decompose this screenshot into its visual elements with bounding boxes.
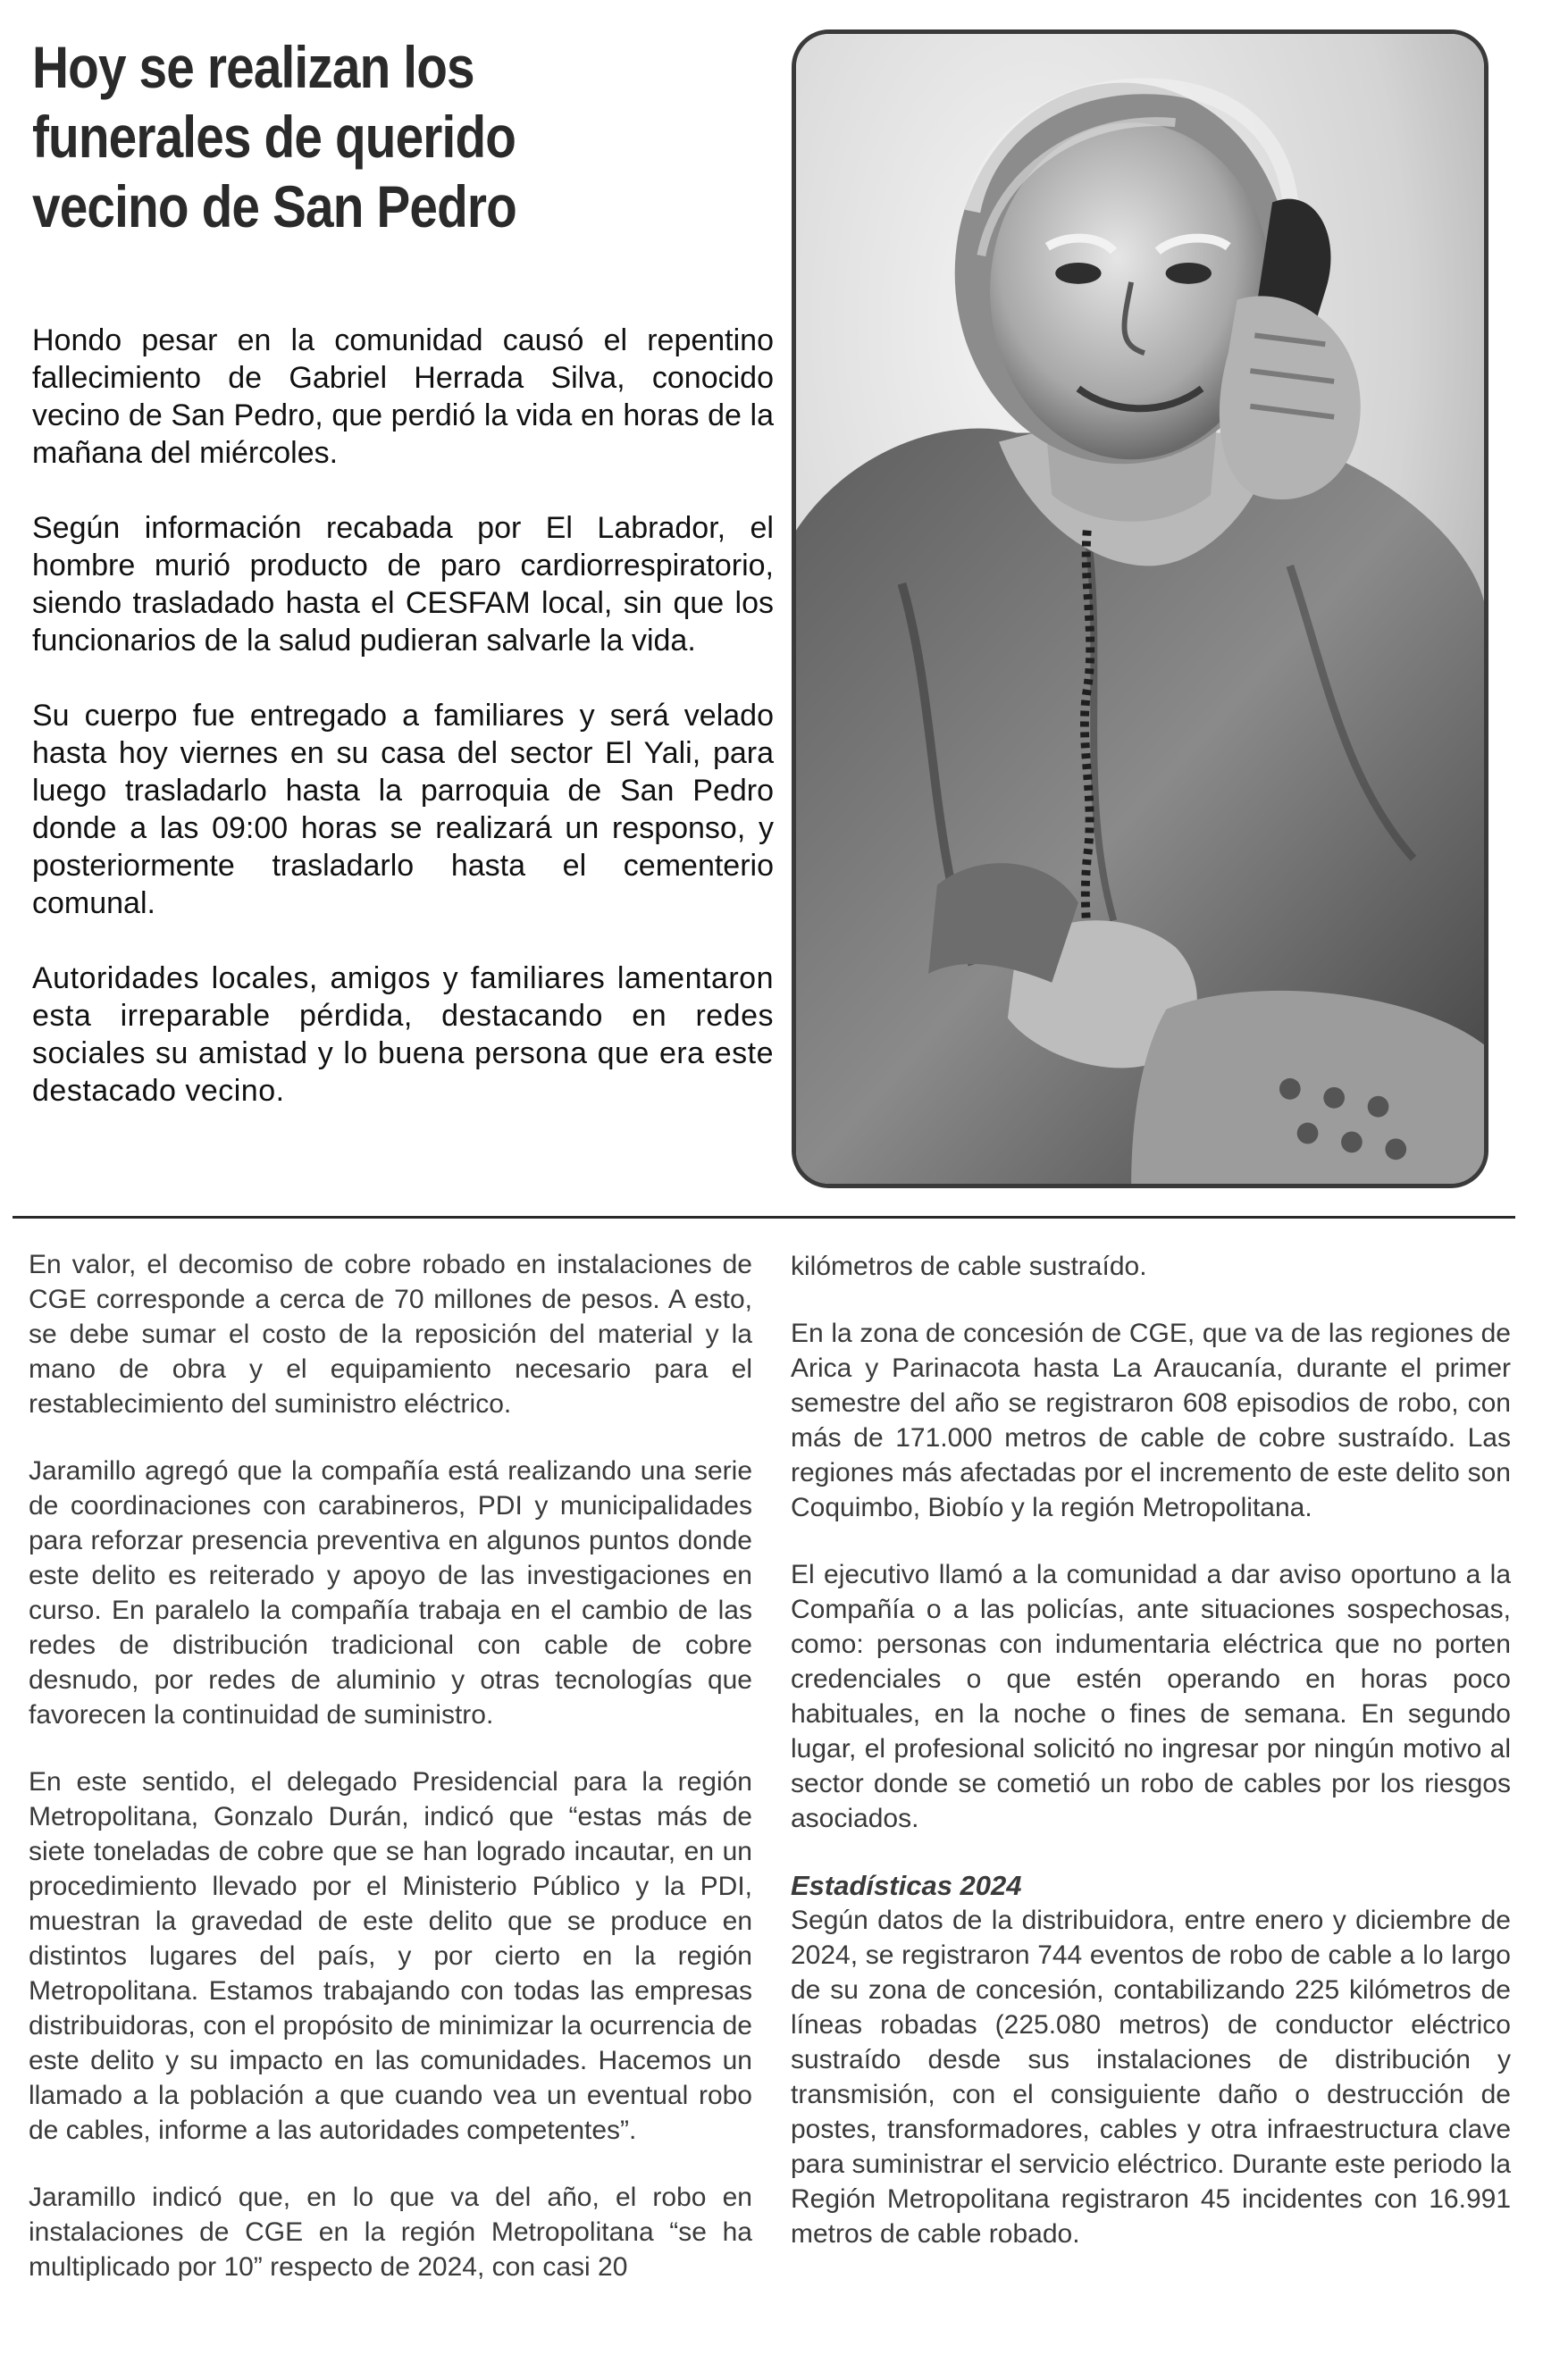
left-news-column	[29, 1247, 752, 2317]
left-paragraph-4: Jaramillo indicó que, en lo que va del año, el robo en instalaciones de CGE en la región Metropolitana “se ha multiplicado por 10” respecto de 2024, con casi 20	[29, 2183, 752, 2282]
obituary-paragraph-1: Hondo pesar en la comunidad causó el repentino fallecimiento de Gabriel Herrada Silva, conocido vecino de San Pedro, que perdió la vida en horas de la mañana del miércoles.	[32, 323, 774, 470]
portrait-illustration	[796, 34, 1484, 1184]
stats-paragraph: Según datos de la distribuidora, entre enero y diciembre de 2024, se registraron 744 eventos de robo de cable a lo largo de su zona de concesión, contabilizando 225 kilómetros de líneas robadas (225.080 metros) de conductor eléctrico sustraído desde sus instalaciones de distribución y transmisión, con el consiguiente daño o destrucción de postes, transformadores, cables y otra infraestructura clave para suministrar el servicio eléctrico. Durante este periodo la Región Metropolitana registraron 45 incidentes con 16.991 metros de cable robado.	[791, 1906, 1511, 2249]
right-paragraph-1: kilómetros de cable sustraído.	[791, 1252, 1147, 1281]
article-headline: Hoy se realizan los funerales de querido vecino de San Pedro	[32, 34, 516, 239]
stats-heading: Estadísticas 2024	[791, 1870, 1022, 1901]
section-divider	[13, 1216, 1515, 1219]
portrait-photo	[792, 29, 1488, 1188]
obituary-body	[32, 322, 774, 1147]
right-news-column	[791, 1249, 1511, 2284]
left-paragraph-2: Jaramillo agregó que la compañía está realizando una serie de coordinaciones con carabineros, PDI y municipalidades para reforzar presencia preventiva en algunos puntos donde este delito es reiterado y apoyo de las investigaciones en curso. En paralelo la compañía trabaja en el cambio de las redes de distribución tradicional con cable de cobre desnudo, por redes de aluminio y otras tecnologías que favorecen la continuidad de suministro.	[29, 1456, 752, 1730]
obituary-paragraph-2: Según información recabada por El Labrador, el hombre murió producto de paro cardiorrespiratorio, siendo trasladado hasta el CESFAM local, sin que los funcionarios de la salud pudieran salvarle la vida.	[32, 511, 774, 658]
right-paragraph-3: El ejecutivo llamó a la comunidad a dar aviso oportuno a la Compañía o a las policías, ante situaciones sospechosas, como: personas con indumentaria eléctrica que no porten credenciales o que estén operando en horas poco habituales, en la noche o fines de semana. En segundo lugar, el profesional solicitó no ingresar por ningún motivo al sector donde se cometió un robo de cables por los riesgos asociados.	[791, 1560, 1511, 1833]
obituary-paragraph-3: Su cuerpo fue entregado a familiares y será velado hasta hoy viernes en su casa del sector El Yali, para luego trasladarlo hasta la parroquia de San Pedro donde a las 09:00 horas se realizará un responso, y posteriormente trasladarlo hasta el cementerio comunal.	[32, 699, 774, 920]
right-paragraph-2: En la zona de concesión de CGE, que va de las regiones de Arica y Parinacota hasta La Araucanía, durante el primer semestre del año se registraron 608 episodios de robo, con más de 171.000 metros de cable de cobre sustraído. Las regiones más afectadas por el incremento de este delito son Coquimbo, Biobío y la región Metropolitana.	[791, 1319, 1511, 1522]
left-paragraph-1: En valor, el decomiso de cobre robado en instalaciones de CGE corresponde a cerca de 70 millones de pesos. A esto, se debe sumar el costo de la reposición del material y la mano de obra y el equipamiento necesario para el restablecimiento del suministro eléctrico.	[29, 1250, 752, 1419]
left-paragraph-3: En este sentido, el delegado Presidencial para la región Metropolitana, Gonzalo Durán, indicó que “estas más de siete toneladas de cobre que se han logrado incautar, en un procedimiento llevado por el Ministerio Público y la PDI, muestran la gravedad de este delito que se produce en distintos lugares del país, y por cierto en la región Metropolitana. Estamos trabajando con todas las empresas distribuidoras, con el propósito de minimizar la ocurrencia de este delito y su impacto en las comunidades. Hacemos un llamado a la población a que cuando vea un eventual robo de cables, informe a las autoridades competentes”.	[29, 1767, 752, 2145]
obituary-paragraph-4: Autoridades locales, amigos y familiares lamentaron esta irreparable pérdida, destacando en redes sociales su amistad y lo buena persona que era este destacado vecino.	[32, 961, 774, 1108]
